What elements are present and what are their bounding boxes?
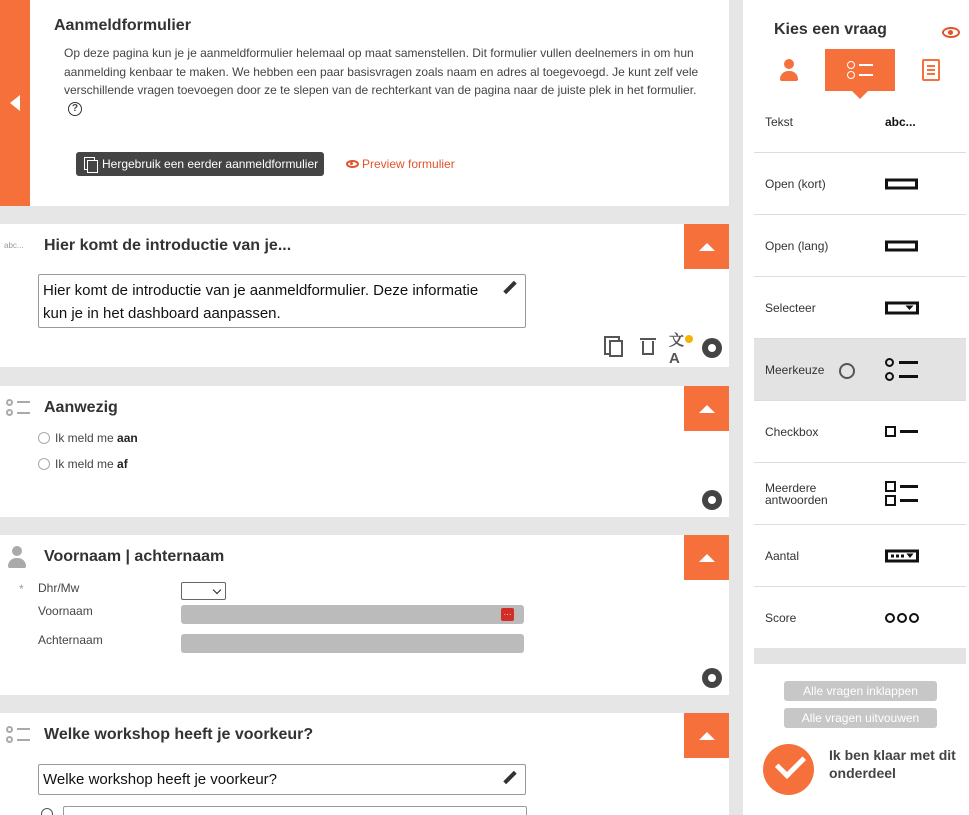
expand-all-button[interactable]: Alle vragen uitvouwen: [784, 708, 937, 728]
question-type-label: Tekst: [765, 114, 794, 129]
question-card-name: [0, 535, 729, 695]
question-title: Hier komt de introductie van je...: [44, 237, 292, 254]
reuse-form-button[interactable]: [76, 152, 324, 176]
question-type-meerdere-antwoorden[interactable]: [754, 463, 966, 525]
collapse-button[interactable]: [684, 713, 729, 758]
multiple-choice-icon: [885, 357, 919, 383]
person-icon: [8, 546, 26, 568]
intro-panel: [0, 0, 729, 206]
question-type-tekst[interactable]: [754, 91, 966, 153]
collapse-button[interactable]: [684, 386, 729, 431]
collapse-all-button[interactable]: Alle vragen inklappen: [784, 681, 937, 701]
question-type-open-kort[interactable]: [754, 153, 966, 215]
chevron-left-icon: [10, 95, 20, 111]
question-type-label: Open (lang): [765, 238, 829, 253]
radio-option-af[interactable]: [38, 457, 128, 471]
notification-dot: [685, 335, 693, 343]
tab-questions[interactable]: [825, 49, 896, 91]
question-type-aantal[interactable]: [754, 525, 966, 587]
intro-text-value: Hier komt de introductie van je aanmeldformulier. Deze informatie kun je in het dashboard aanpassen.: [43, 282, 479, 322]
preview-form-link[interactable]: [346, 157, 455, 171]
palette-tabs: [754, 49, 966, 91]
checkbox-icon: [885, 426, 919, 438]
person-icon: [780, 59, 798, 81]
radio-circle[interactable]: [38, 458, 50, 470]
first-name-label: Voornaam: [38, 604, 93, 618]
workshop-question-value: Welke workshop heeft je voorkeur?: [43, 771, 278, 788]
preview-form-label: Preview formulier: [362, 157, 455, 171]
question-type-label: Aantal: [765, 548, 800, 563]
tab-document[interactable]: [895, 49, 966, 91]
question-type-label: Meerdere antwoorden: [765, 480, 828, 507]
card-toolbar: [605, 332, 723, 367]
question-type-open-lang[interactable]: [754, 215, 966, 277]
multiple-choice-icon: [6, 726, 32, 746]
select-icon: [885, 301, 919, 314]
tab-personal[interactable]: [754, 49, 825, 91]
copy-icon[interactable]: [605, 337, 627, 359]
last-name-field[interactable]: [181, 634, 524, 653]
collapse-button[interactable]: [684, 535, 729, 580]
multi-checkbox-icon: [885, 481, 919, 507]
translate-icon[interactable]: [669, 332, 691, 367]
question-type-label: Score: [765, 610, 797, 625]
pencil-icon[interactable]: [503, 281, 517, 295]
pencil-icon[interactable]: [503, 771, 517, 785]
question-title: Aanwezig: [44, 399, 118, 416]
intro-description: [64, 44, 704, 118]
score-icon: [885, 613, 919, 623]
salutation-select[interactable]: [181, 582, 226, 600]
done-label[interactable]: Ik ben klaar met dit onderdeel: [829, 747, 956, 781]
last-name-label: Achternaam: [38, 633, 103, 647]
intro-description-text: Op deze pagina kun je je aanmeldformulier helemaal op maat samenstellen. Dit formulier vullen deelnemers in om hun aanmelding kenbaar te maken. We hebben een paar basisvragen zoals naam en adres al toegevoegd. Je kunt zelf vele verschillende vragen toevoegen door ze te slepen van de rechterkant van de pagina naar de juiste plek in het formulier.: [64, 46, 699, 97]
question-type-meerkeuze[interactable]: [754, 339, 966, 401]
gear-icon[interactable]: [701, 667, 723, 689]
palette-title: Kies een vraag: [774, 21, 887, 38]
reuse-form-label: Hergebruik een eerder aanmeldformulier: [102, 157, 319, 171]
collapse-button[interactable]: [684, 224, 729, 269]
copy-icon: [84, 157, 97, 172]
question-type-selecteer[interactable]: [754, 277, 966, 339]
radio-circle[interactable]: [38, 432, 50, 444]
question-type-label: Open (kort): [765, 176, 826, 191]
chevron-up-icon: [699, 554, 715, 562]
question-palette: [743, 0, 969, 815]
chevron-up-icon: [699, 405, 715, 413]
number-icon: [885, 549, 919, 562]
input-long-icon: [885, 240, 918, 251]
radio-option-aan[interactable]: [38, 431, 138, 445]
question-type-label: Selecteer: [765, 300, 816, 315]
workshop-question-field[interactable]: [38, 764, 526, 795]
password-manager-icon[interactable]: ···: [501, 608, 514, 621]
help-icon[interactable]: ?: [68, 102, 82, 116]
question-type-list: [754, 91, 966, 649]
input-short-icon: [885, 178, 918, 189]
gear-icon[interactable]: [701, 337, 723, 359]
list-icon: [847, 61, 873, 79]
first-name-field[interactable]: [181, 605, 524, 624]
option-field[interactable]: [63, 806, 527, 815]
radio-label: Ik meld me aan: [55, 431, 138, 445]
salutation-label: Dhr/Mw: [38, 581, 80, 595]
multiple-choice-icon: [6, 399, 32, 419]
question-type-label: Meerkeuze: [765, 362, 825, 377]
question-title: Welke workshop heeft je voorkeur?: [44, 726, 314, 743]
document-icon: [922, 59, 940, 81]
question-type-score[interactable]: [754, 587, 966, 649]
gear-icon[interactable]: [701, 489, 723, 511]
text-icon: abc...: [885, 114, 916, 129]
intro-text-field[interactable]: [38, 274, 526, 328]
page-title: Aanmeldformulier: [54, 17, 191, 34]
question-type-label: Checkbox: [765, 424, 819, 439]
required-asterisk: *: [19, 582, 24, 596]
radio-label: Ik meld me af: [55, 457, 128, 471]
chevron-up-icon: [699, 732, 715, 740]
eye-icon: [346, 160, 359, 168]
palette-divider: [754, 648, 966, 664]
question-card-workshop: [0, 713, 729, 815]
move-icon: [839, 363, 855, 379]
question-title: Voornaam | achternaam: [44, 548, 225, 565]
question-type-checkbox[interactable]: [754, 401, 966, 463]
sidebar-toggle-button[interactable]: [0, 0, 30, 206]
translate-glyph: 文A: [669, 332, 685, 367]
question-card-intro: [0, 224, 729, 367]
trash-icon[interactable]: [637, 337, 659, 359]
done-check-button[interactable]: [763, 744, 814, 795]
radio-circle[interactable]: [41, 808, 53, 815]
text-type-icon: abc...: [4, 241, 24, 250]
eye-icon[interactable]: [942, 27, 960, 38]
question-card-attend: [0, 386, 729, 517]
chevron-up-icon: [699, 243, 715, 251]
